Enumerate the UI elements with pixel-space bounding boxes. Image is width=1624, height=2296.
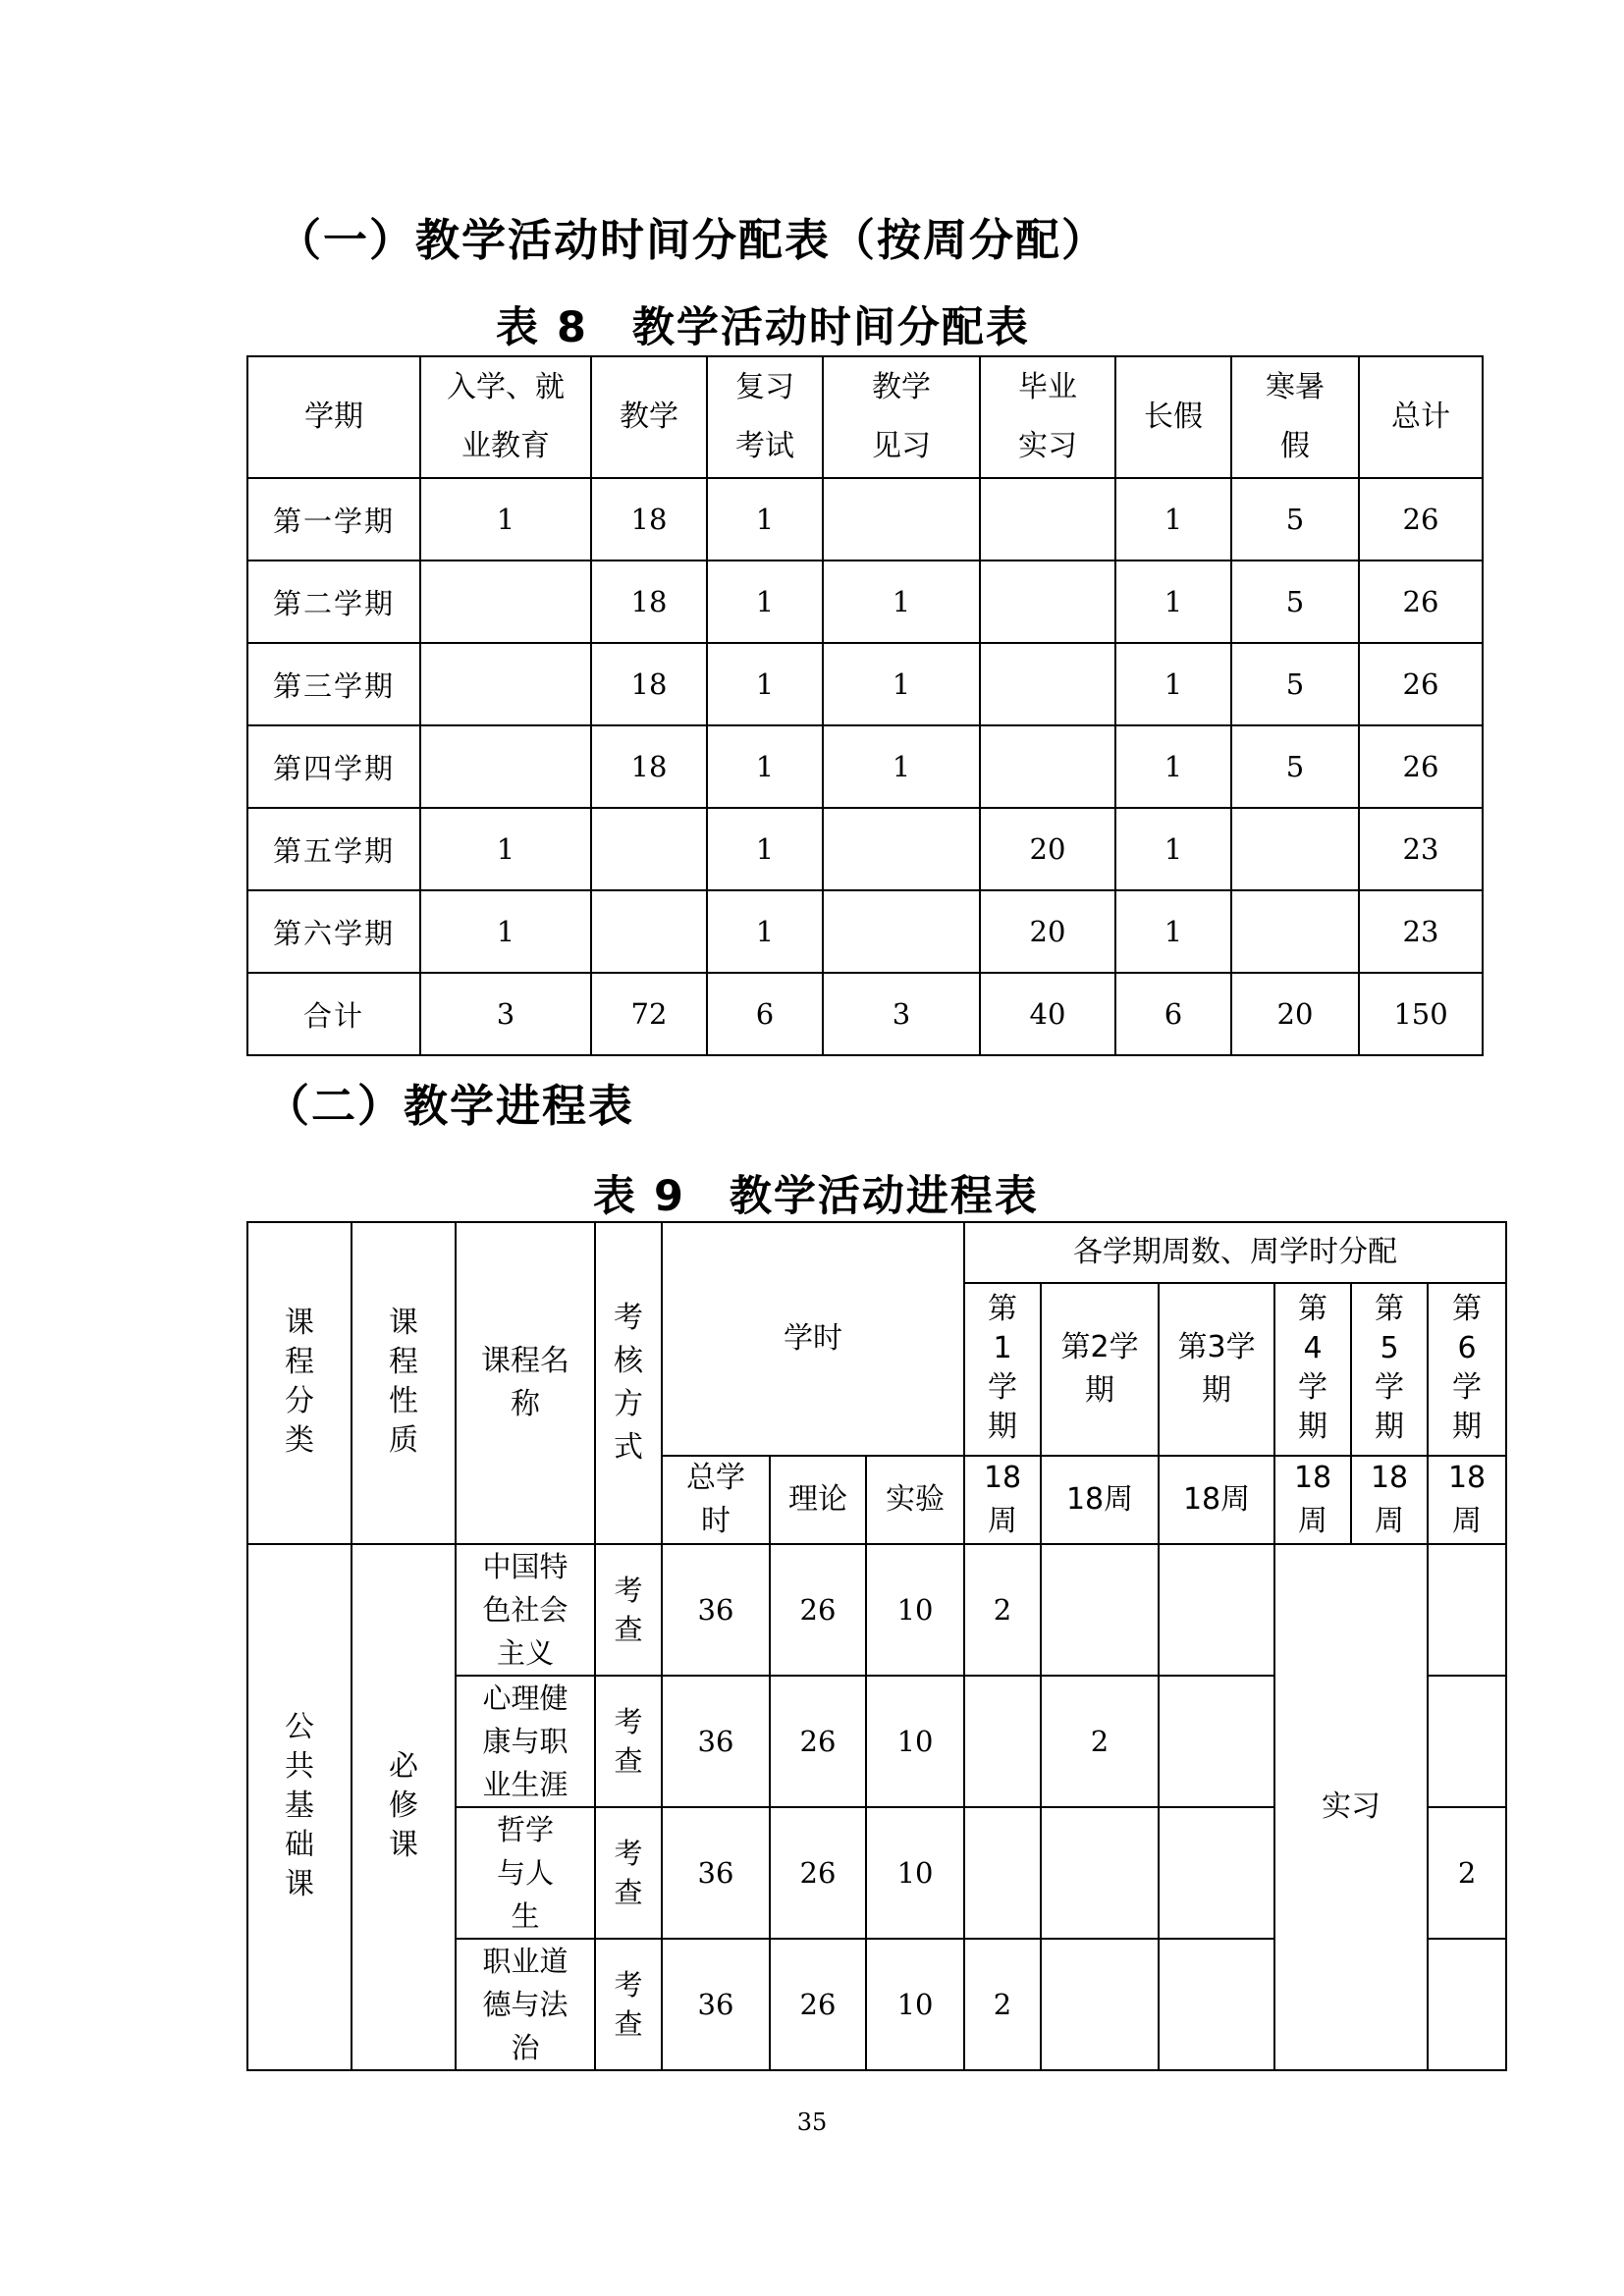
semester-label: 第四学期 <box>247 725 420 808</box>
table-cell: 20 <box>980 808 1115 890</box>
header-hours: 学时 <box>662 1222 964 1456</box>
theory-cell: 26 <box>770 1676 866 1807</box>
total-hours-cell: 36 <box>662 1807 770 1939</box>
semester6-cell <box>1428 1939 1506 2070</box>
header-semester-2: 第2学期 <box>1041 1283 1159 1456</box>
table-cell: 1 <box>1115 890 1231 973</box>
table-cell: 1 <box>707 808 823 890</box>
internship-cell: 实习 <box>1274 1544 1428 2070</box>
table-cell: 18 <box>591 478 707 561</box>
table-cell: 1 <box>420 478 591 561</box>
assessment-cell: 考查 <box>595 1676 662 1807</box>
lab-cell: 10 <box>866 1807 964 1939</box>
header-category: 课程分类 <box>247 1222 352 1544</box>
table-cell: 1 <box>1115 561 1231 643</box>
table-cell: 18 <box>591 725 707 808</box>
header-distribution: 各学期周数、周学时分配 <box>964 1222 1506 1283</box>
table-cell: 1 <box>823 561 980 643</box>
header-theory: 理论 <box>770 1456 866 1544</box>
table-cell: 1 <box>1115 478 1231 561</box>
table-row <box>247 890 1483 973</box>
header-weeks-4: 18周 <box>1274 1456 1351 1544</box>
header-lab: 实验 <box>866 1456 964 1544</box>
course-name: 中国特色社会主义 <box>456 1544 595 1676</box>
header-semester-3: 第3学期 <box>1159 1283 1274 1456</box>
lab-cell: 10 <box>866 1676 964 1807</box>
header-name: 课程名称 <box>456 1222 595 1544</box>
header-semester-6: 第6学期 <box>1428 1283 1506 1456</box>
semester-label: 第一学期 <box>247 478 420 561</box>
table-cell: 1 <box>707 643 823 725</box>
table-cell: 20 <box>980 890 1115 973</box>
section1-title: （一）教学活动时间分配表（按周分配） <box>277 214 1109 266</box>
table-cell: 26 <box>1359 725 1483 808</box>
table-cell: 6 <box>1115 973 1231 1055</box>
table-cell: 150 <box>1359 973 1483 1055</box>
lab-cell: 10 <box>866 1939 964 2070</box>
table-cell: 3 <box>823 973 980 1055</box>
header-semester-4: 第4学期 <box>1274 1283 1351 1456</box>
semester6-cell <box>1428 1544 1506 1676</box>
semester-label: 第三学期 <box>247 643 420 725</box>
header-assessment: 考核方式 <box>595 1222 662 1544</box>
table-cell: 1 <box>707 561 823 643</box>
table-row <box>247 1544 1506 1676</box>
semester-label: 合计 <box>247 973 420 1055</box>
semester6-cell: 2 <box>1428 1807 1506 1939</box>
table-cell: 23 <box>1359 808 1483 890</box>
header-weeks-1: 18周 <box>964 1456 1041 1544</box>
header-weeks-6: 18周 <box>1428 1456 1506 1544</box>
table-cell <box>591 890 707 973</box>
semester-label: 第二学期 <box>247 561 420 643</box>
table-row <box>247 478 1483 561</box>
header-cell: 寒暑假 <box>1231 356 1359 478</box>
assessment-cell: 考查 <box>595 1807 662 1939</box>
semester1-cell: 2 <box>964 1939 1041 2070</box>
table-cell: 18 <box>591 561 707 643</box>
table-cell <box>980 478 1115 561</box>
theory-cell: 26 <box>770 1939 866 2070</box>
table-cell <box>1231 808 1359 890</box>
time-allocation-table <box>246 355 1484 1056</box>
table-row <box>247 561 1483 643</box>
semester2-cell: 2 <box>1041 1676 1159 1807</box>
table-cell: 1 <box>420 890 591 973</box>
total-hours-cell: 36 <box>662 1939 770 2070</box>
table-cell: 5 <box>1231 561 1359 643</box>
table-cell: 1 <box>420 808 591 890</box>
table-cell: 1 <box>707 478 823 561</box>
table-cell: 5 <box>1231 643 1359 725</box>
semester3-cell <box>1159 1544 1274 1676</box>
table-cell: 1 <box>1115 725 1231 808</box>
table-cell: 5 <box>1231 725 1359 808</box>
table-row <box>247 808 1483 890</box>
course-name: 职业道德与法治 <box>456 1939 595 2070</box>
table-cell: 1 <box>1115 643 1231 725</box>
header-cell: 复习考试 <box>707 356 823 478</box>
table8-caption: 表 8 教学活动时间分配表 <box>496 303 1030 352</box>
header-semester-5: 第5学期 <box>1351 1283 1428 1456</box>
semester3-cell <box>1159 1939 1274 2070</box>
header-weeks-3: 18周 <box>1159 1456 1274 1544</box>
semester2-cell <box>1041 1544 1159 1676</box>
table-cell: 1 <box>707 725 823 808</box>
header-cell: 入学、就业教育 <box>420 356 591 478</box>
header-cell: 学期 <box>247 356 420 478</box>
table-cell: 1 <box>707 890 823 973</box>
course-name: 心理健康与职业生涯 <box>456 1676 595 1807</box>
assessment-cell: 考查 <box>595 1544 662 1676</box>
table-cell: 1 <box>1115 808 1231 890</box>
table-cell: 40 <box>980 973 1115 1055</box>
semester-label: 第五学期 <box>247 808 420 890</box>
header-cell: 教学 <box>591 356 707 478</box>
header-total-hours: 总学时 <box>662 1456 770 1544</box>
header-cell: 长假 <box>1115 356 1231 478</box>
nature-cell: 必修课 <box>352 1544 456 2070</box>
table-row <box>247 725 1483 808</box>
total-hours-cell: 36 <box>662 1544 770 1676</box>
theory-cell: 26 <box>770 1807 866 1939</box>
table-cell: 1 <box>823 643 980 725</box>
table-cell <box>420 725 591 808</box>
semester1-cell: 2 <box>964 1544 1041 1676</box>
header-cell: 教学见习 <box>823 356 980 478</box>
table-row <box>247 643 1483 725</box>
table-cell <box>980 643 1115 725</box>
table-cell: 1 <box>823 725 980 808</box>
table-cell <box>823 808 980 890</box>
course-name: 哲学与人生 <box>456 1807 595 1939</box>
header-semester-1: 第1学期 <box>964 1283 1041 1456</box>
lab-cell: 10 <box>866 1544 964 1676</box>
header-cell: 总计 <box>1359 356 1483 478</box>
teaching-progress-table <box>246 1221 1507 2071</box>
header-weeks-5: 18周 <box>1351 1456 1428 1544</box>
table-cell: 5 <box>1231 478 1359 561</box>
semester2-cell <box>1041 1807 1159 1939</box>
category-cell: 公共基础课 <box>247 1544 352 2070</box>
table-cell: 72 <box>591 973 707 1055</box>
table-cell: 18 <box>591 643 707 725</box>
table-cell <box>591 808 707 890</box>
table-cell: 6 <box>707 973 823 1055</box>
table9-caption: 表 9 教学活动进程表 <box>593 1172 1039 1221</box>
theory-cell: 26 <box>770 1544 866 1676</box>
total-hours-cell: 36 <box>662 1676 770 1807</box>
table-cell: 26 <box>1359 561 1483 643</box>
table-cell <box>1231 890 1359 973</box>
page-number: 35 <box>796 2109 828 2136</box>
table-cell <box>823 890 980 973</box>
table-row <box>247 973 1483 1055</box>
table-cell: 20 <box>1231 973 1359 1055</box>
table-cell: 26 <box>1359 643 1483 725</box>
table-cell <box>980 725 1115 808</box>
semester1-cell <box>964 1807 1041 1939</box>
table-cell: 23 <box>1359 890 1483 973</box>
table-cell <box>823 478 980 561</box>
table-cell <box>420 561 591 643</box>
header-cell: 毕业实习 <box>980 356 1115 478</box>
semester3-cell <box>1159 1807 1274 1939</box>
semester1-cell <box>964 1676 1041 1807</box>
assessment-cell: 考查 <box>595 1939 662 2070</box>
table-cell: 26 <box>1359 478 1483 561</box>
table-cell <box>420 643 591 725</box>
table-cell <box>980 561 1115 643</box>
section2-title: （二）教学进程表 <box>265 1080 635 1132</box>
header-weeks-2: 18周 <box>1041 1456 1159 1544</box>
semester-label: 第六学期 <box>247 890 420 973</box>
header-nature: 课程性质 <box>352 1222 456 1544</box>
semester2-cell <box>1041 1939 1159 2070</box>
semester3-cell <box>1159 1676 1274 1807</box>
semester6-cell <box>1428 1676 1506 1807</box>
table-cell: 3 <box>420 973 591 1055</box>
